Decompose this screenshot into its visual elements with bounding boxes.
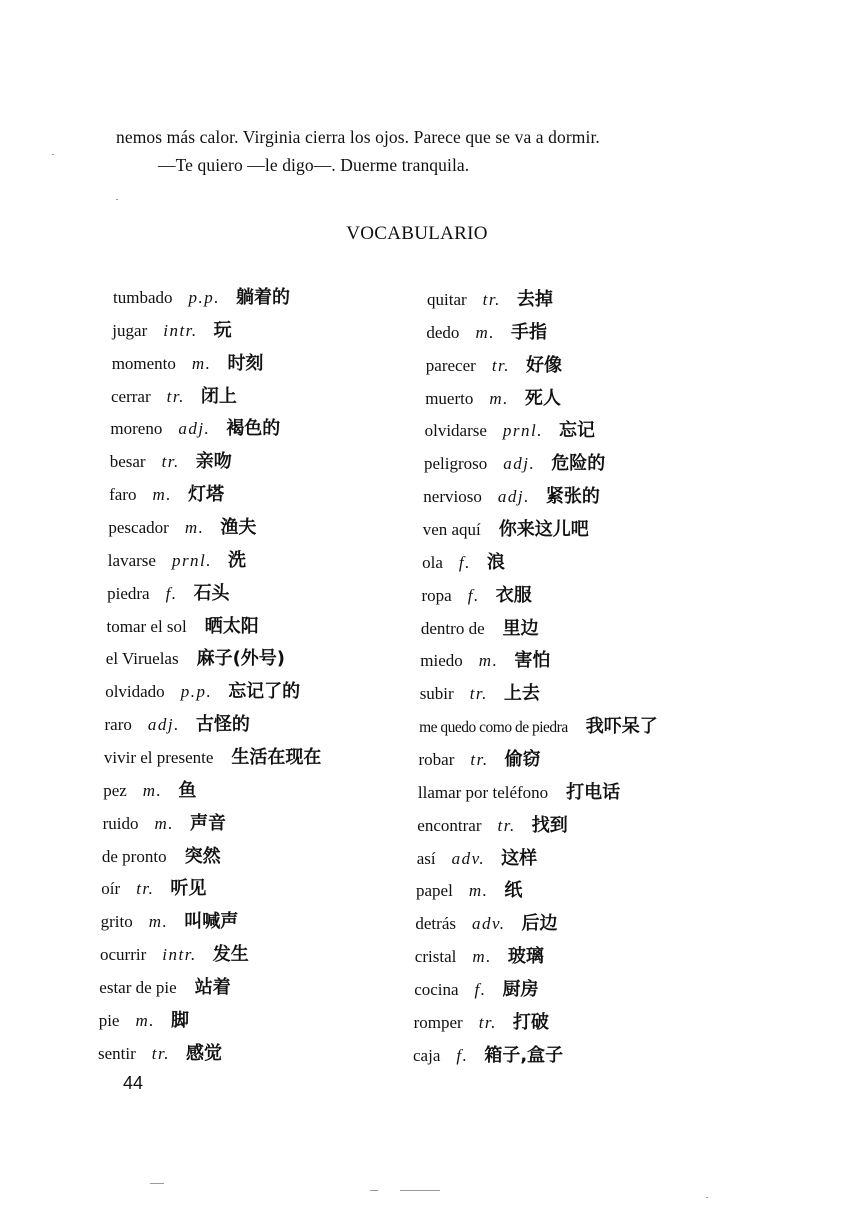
vocab-term: ocurrir — [100, 945, 147, 964]
scan-artifact — [116, 199, 118, 200]
vocab-entry — [422, 585, 532, 607]
chinese-meaning: 打电话 — [566, 781, 621, 803]
vocab-term: ven aquí — [422, 520, 481, 539]
vocab-term: papel — [416, 881, 453, 901]
vocab-entry — [415, 913, 557, 935]
part-of-speech: tr. — [166, 386, 185, 406]
vocab-term: jugar — [112, 320, 148, 340]
vocab-term: lavarse — [107, 550, 156, 570]
part-of-speech: adj. — [503, 454, 536, 474]
part-of-speech: tr. — [161, 452, 180, 472]
vocab-term: estar de pie — [99, 977, 177, 997]
chinese-meaning: 玻璃 — [507, 946, 544, 967]
vocab-term: quitar — [427, 290, 467, 309]
vocab-entry — [423, 519, 589, 541]
chinese-meaning: 闭上 — [200, 385, 237, 407]
chinese-meaning: 浪 — [486, 551, 505, 573]
chinese-meaning: 上去 — [503, 683, 540, 705]
vocab-term: subir — [419, 684, 454, 704]
page-number: 44 — [123, 1073, 144, 1093]
scan-artifact — [706, 1197, 708, 1198]
part-of-speech: m. — [475, 322, 495, 342]
scan-artifact — [400, 1190, 440, 1191]
vocab-term: tumbado — [113, 288, 173, 307]
chinese-meaning: 鱼 — [178, 779, 197, 801]
section-title: VOCABULARIO — [346, 223, 488, 244]
vocab-entry — [104, 747, 322, 769]
part-of-speech: f. — [165, 583, 178, 603]
part-of-speech: tr. — [478, 1012, 497, 1032]
vocab-entry — [111, 386, 237, 408]
vocab-entry — [113, 287, 290, 309]
chinese-meaning: 忘记了的 — [228, 681, 301, 703]
vocab-term: muerto — [425, 388, 474, 408]
vocab-term: dedo — [426, 322, 460, 342]
vocab-entry — [100, 944, 249, 966]
chinese-meaning: 我吓呆了 — [585, 716, 658, 737]
vocab-entry — [415, 946, 544, 968]
vocab-entry — [425, 420, 595, 442]
chinese-meaning: 你来这儿吧 — [498, 519, 589, 540]
part-of-speech: tr. — [469, 684, 488, 704]
chinese-meaning: 玩 — [213, 319, 232, 341]
vocab-entry — [108, 550, 246, 572]
chinese-meaning: 箱子,盒子 — [484, 1044, 564, 1066]
vocab-entry — [426, 322, 547, 344]
vocab-term: cerrar — [111, 386, 151, 406]
part-of-speech: tr. — [151, 1043, 170, 1063]
chinese-meaning: 突然 — [184, 845, 221, 867]
vocab-entry — [419, 716, 658, 739]
chinese-meaning: 衣服 — [495, 584, 532, 606]
part-of-speech: m. — [191, 353, 212, 373]
vocab-entry — [423, 486, 600, 508]
vocab-entry — [107, 583, 229, 605]
chinese-meaning: 褐色的 — [226, 418, 281, 440]
vocab-term: robar — [418, 749, 455, 769]
vocab-term: sentir — [98, 1043, 136, 1063]
chinese-meaning: 站着 — [194, 976, 231, 998]
vocab-entry — [105, 714, 250, 736]
chinese-meaning: 忘记 — [559, 420, 596, 442]
vocab-entry — [101, 878, 206, 900]
prose-line: nemos más calor. Virginia cierra los ojos. Parece que se va a dormir. — [116, 127, 600, 147]
part-of-speech: m. — [472, 947, 492, 966]
vocab-term: piedra — [107, 583, 150, 603]
chinese-meaning: 时刻 — [227, 352, 264, 374]
chinese-meaning: 生活在现在 — [231, 746, 322, 768]
part-of-speech: tr. — [482, 290, 501, 309]
vocab-entry — [98, 1043, 222, 1065]
vocab-entry — [427, 289, 553, 311]
vocab-term: peligroso — [424, 454, 488, 474]
chinese-meaning: 渔夫 — [220, 517, 257, 538]
vocab-entry — [418, 782, 620, 804]
vocab-term: raro — [104, 715, 132, 734]
scan-artifact — [370, 1190, 378, 1191]
chinese-meaning: 听见 — [170, 878, 207, 900]
chinese-meaning: 纸 — [504, 880, 523, 902]
part-of-speech: adv. — [471, 914, 506, 934]
chinese-meaning: 躺着的 — [236, 287, 290, 308]
vocab-entry — [112, 353, 264, 375]
chinese-meaning: 打破 — [512, 1011, 549, 1033]
vocab-entry — [108, 517, 256, 539]
chinese-meaning: 害怕 — [514, 650, 551, 672]
part-of-speech: m. — [489, 388, 509, 408]
vocab-term: llamar por teléfono — [417, 782, 549, 802]
chinese-meaning: 洗 — [228, 549, 247, 571]
chinese-meaning: 古怪的 — [195, 714, 250, 735]
chinese-meaning: 发生 — [212, 944, 249, 965]
vocab-term: vivir el presente — [103, 747, 214, 767]
chinese-meaning: 脚 — [171, 1009, 189, 1031]
vocab-entry — [112, 320, 231, 342]
vocab-entry — [106, 648, 285, 670]
chinese-meaning: 晒太阳 — [204, 615, 259, 637]
vocab-entry — [420, 650, 550, 672]
vocab-entry — [421, 618, 539, 640]
chinese-meaning: 里边 — [502, 617, 539, 639]
vocab-entry — [99, 1010, 189, 1032]
vocab-entry — [107, 616, 259, 638]
chinese-meaning: 灯塔 — [188, 484, 224, 506]
vocab-term: pescador — [108, 518, 169, 537]
part-of-speech: prnl. — [171, 550, 213, 570]
vocab-term: detrás — [415, 914, 456, 934]
vocab-term: cocina — [414, 979, 459, 999]
vocab-entry — [109, 484, 224, 506]
vocab-term: parecer — [425, 355, 476, 375]
vocab-term: nervioso — [423, 487, 482, 507]
vocab-term: me quedo como de piedra — [419, 719, 568, 736]
vocab-term: romper — [413, 1012, 463, 1032]
scan-artifact — [52, 154, 54, 155]
part-of-speech: prnl. — [502, 421, 544, 441]
part-of-speech: f. — [456, 1045, 469, 1065]
vocab-term: moreno — [110, 419, 163, 439]
vocab-term: ola — [422, 552, 443, 572]
vocab-entry — [99, 977, 230, 999]
part-of-speech: m. — [142, 780, 163, 800]
part-of-speech: p.p. — [180, 682, 213, 702]
chinese-meaning: 麻子(外号) — [196, 648, 286, 670]
vocab-term: ruido — [102, 813, 139, 833]
vocab-entry — [103, 780, 196, 802]
vocab-entry — [417, 848, 537, 870]
chinese-meaning: 去掉 — [516, 289, 553, 310]
vocab-entry — [424, 453, 605, 475]
chinese-meaning: 紧张的 — [545, 486, 600, 508]
part-of-speech: tr. — [470, 749, 489, 769]
vocab-entry — [413, 1045, 563, 1067]
vocab-entry — [425, 388, 561, 410]
chinese-meaning: 厨房 — [502, 978, 539, 1000]
part-of-speech: adj. — [497, 487, 530, 507]
chinese-meaning: 危险的 — [551, 453, 606, 475]
vocab-term: cristal — [414, 947, 457, 966]
part-of-speech: m. — [152, 485, 172, 505]
part-of-speech: tr. — [497, 815, 516, 835]
part-of-speech: m. — [184, 518, 205, 537]
vocab-term: pie — [98, 1010, 120, 1030]
vocab-entry — [416, 880, 522, 902]
chinese-meaning: 找到 — [531, 814, 568, 836]
part-of-speech: f. — [458, 552, 471, 572]
part-of-speech: adj. — [178, 419, 211, 439]
vocab-term: faro — [109, 485, 137, 505]
part-of-speech: tr. — [136, 879, 155, 899]
scan-artifact — [150, 1183, 164, 1184]
vocab-entry — [420, 683, 540, 705]
vocab-entry — [103, 813, 226, 835]
part-of-speech: p.p. — [188, 288, 220, 307]
chinese-meaning: 死人 — [524, 387, 561, 409]
chinese-meaning: 好像 — [526, 354, 563, 376]
vocab-term: tomar el sol — [106, 616, 187, 636]
vocab-entry — [417, 815, 567, 837]
part-of-speech: f. — [467, 585, 480, 605]
vocab-term: de pronto — [101, 846, 167, 866]
vocab-term: encontrar — [417, 815, 482, 835]
vocab-entry — [110, 451, 232, 473]
chinese-meaning: 叫喊声 — [184, 911, 239, 933]
chinese-meaning: 偷窃 — [504, 748, 541, 770]
part-of-speech: intr. — [163, 320, 198, 340]
vocab-term: ropa — [421, 585, 452, 605]
chinese-meaning: 手指 — [510, 321, 547, 343]
vocab-term: grito — [100, 912, 133, 932]
vocab-term: momento — [111, 353, 176, 373]
chinese-meaning: 后边 — [521, 913, 558, 935]
part-of-speech: adv. — [451, 848, 486, 868]
vocab-entry — [422, 552, 505, 574]
part-of-speech: m. — [154, 813, 175, 833]
chinese-meaning: 石头 — [193, 582, 230, 604]
vocab-term: miedo — [420, 651, 463, 671]
chinese-meaning: 感觉 — [186, 1042, 222, 1064]
vocab-entry — [101, 911, 239, 933]
part-of-speech: f. — [474, 979, 487, 999]
vocab-term: dentro de — [420, 618, 485, 638]
vocab-entry — [105, 681, 300, 703]
vocab-entry — [414, 1012, 549, 1034]
part-of-speech: m. — [148, 912, 169, 932]
part-of-speech: tr. — [491, 355, 511, 375]
part-of-speech: adj. — [147, 715, 180, 734]
vocab-term: olvidarse — [424, 421, 487, 441]
vocab-term: así — [416, 848, 436, 868]
part-of-speech: m. — [135, 1010, 155, 1030]
vocab-entry — [414, 979, 538, 1001]
chinese-meaning: 声音 — [190, 812, 227, 834]
vocab-entry — [419, 749, 541, 771]
vocab-term: caja — [413, 1045, 441, 1065]
part-of-speech: m. — [468, 881, 489, 901]
vocab-term: pez — [103, 780, 127, 800]
part-of-speech: m. — [478, 651, 499, 671]
vocab-entry — [426, 355, 562, 377]
dialogue-line: —Te quiero —le digo—. Duerme tranquila. — [158, 155, 470, 175]
vocab-entry — [110, 418, 280, 440]
vocab-term: olvidado — [105, 682, 165, 702]
vocab-entry — [102, 846, 221, 868]
part-of-speech: intr. — [162, 945, 197, 964]
chinese-meaning: 亲吻 — [195, 451, 232, 473]
vocab-term: oír — [101, 879, 121, 899]
vocab-term: el Viruelas — [105, 649, 179, 669]
chinese-meaning: 这样 — [501, 847, 538, 869]
vocab-term: besar — [109, 452, 146, 472]
